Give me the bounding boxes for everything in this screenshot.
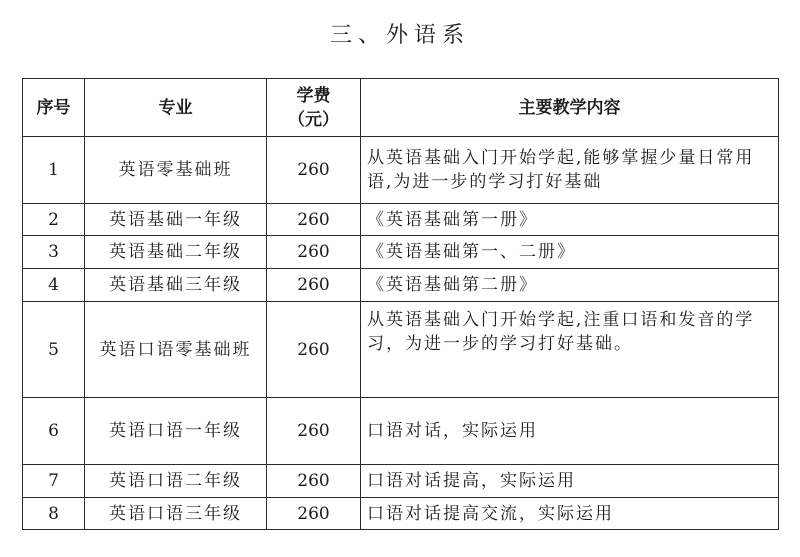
cell-fee: 260 [267, 498, 361, 530]
cell-fee: 260 [267, 236, 361, 269]
cell-content: 《英语基础第一、二册》 [361, 236, 779, 269]
header-content: 主要教学内容 [361, 79, 779, 137]
cell-major: 英语基础三年级 [85, 269, 267, 302]
cell-fee: 260 [267, 398, 361, 465]
cell-fee: 260 [267, 269, 361, 302]
header-fee [267, 79, 361, 137]
cell-no: 3 [23, 236, 85, 269]
table-row [23, 204, 779, 236]
cell-no: 5 [23, 302, 85, 398]
cell-major: 英语基础一年级 [85, 204, 267, 236]
table-header-row [23, 79, 779, 137]
cell-fee: 260 [267, 204, 361, 236]
table-row [23, 398, 779, 465]
page-title: 三、外语系 [329, 23, 470, 48]
table-row [23, 498, 779, 530]
cell-content: 口语对话提高交流，实际运用 [361, 498, 779, 530]
header-fee-line2: （元） [288, 109, 339, 130]
header-major: 专业 [85, 79, 267, 137]
cell-content: 口语对话，实际运用 [361, 398, 779, 465]
cell-major: 英语口语二年级 [85, 465, 267, 498]
cell-no: 4 [23, 269, 85, 302]
cell-content: 从英语基础入门开始学起,注重口语和发音的学习，为进一步的学习打好基础。 [361, 302, 779, 398]
cell-fee: 260 [267, 137, 361, 204]
cell-no: 6 [23, 398, 85, 465]
course-table [22, 78, 779, 530]
table-row [23, 236, 779, 269]
cell-no: 1 [23, 137, 85, 204]
table-row [23, 269, 779, 302]
cell-fee: 260 [267, 302, 361, 398]
cell-no: 2 [23, 204, 85, 236]
cell-fee: 260 [267, 465, 361, 498]
cell-content: 从英语基础入门开始学起,能够掌握少量日常用语,为进一步的学习打好基础 [361, 137, 779, 204]
cell-major: 英语口语三年级 [85, 498, 267, 530]
cell-content: 《英语基础第二册》 [361, 269, 779, 302]
cell-content: 口语对话提高，实际运用 [361, 465, 779, 498]
cell-no: 8 [23, 498, 85, 530]
cell-content: 《英语基础第一册》 [361, 204, 779, 236]
cell-major: 英语基础二年级 [85, 236, 267, 269]
table-row [23, 137, 779, 204]
table-row [23, 302, 779, 398]
cell-major: 英语口语一年级 [85, 398, 267, 465]
header-fee-line1: 学费 [296, 85, 331, 106]
cell-no: 7 [23, 465, 85, 498]
header-no: 序号 [23, 79, 85, 137]
table-row [23, 465, 779, 498]
cell-major: 英语口语零基础班 [85, 302, 267, 398]
cell-major: 英语零基础班 [85, 137, 267, 204]
